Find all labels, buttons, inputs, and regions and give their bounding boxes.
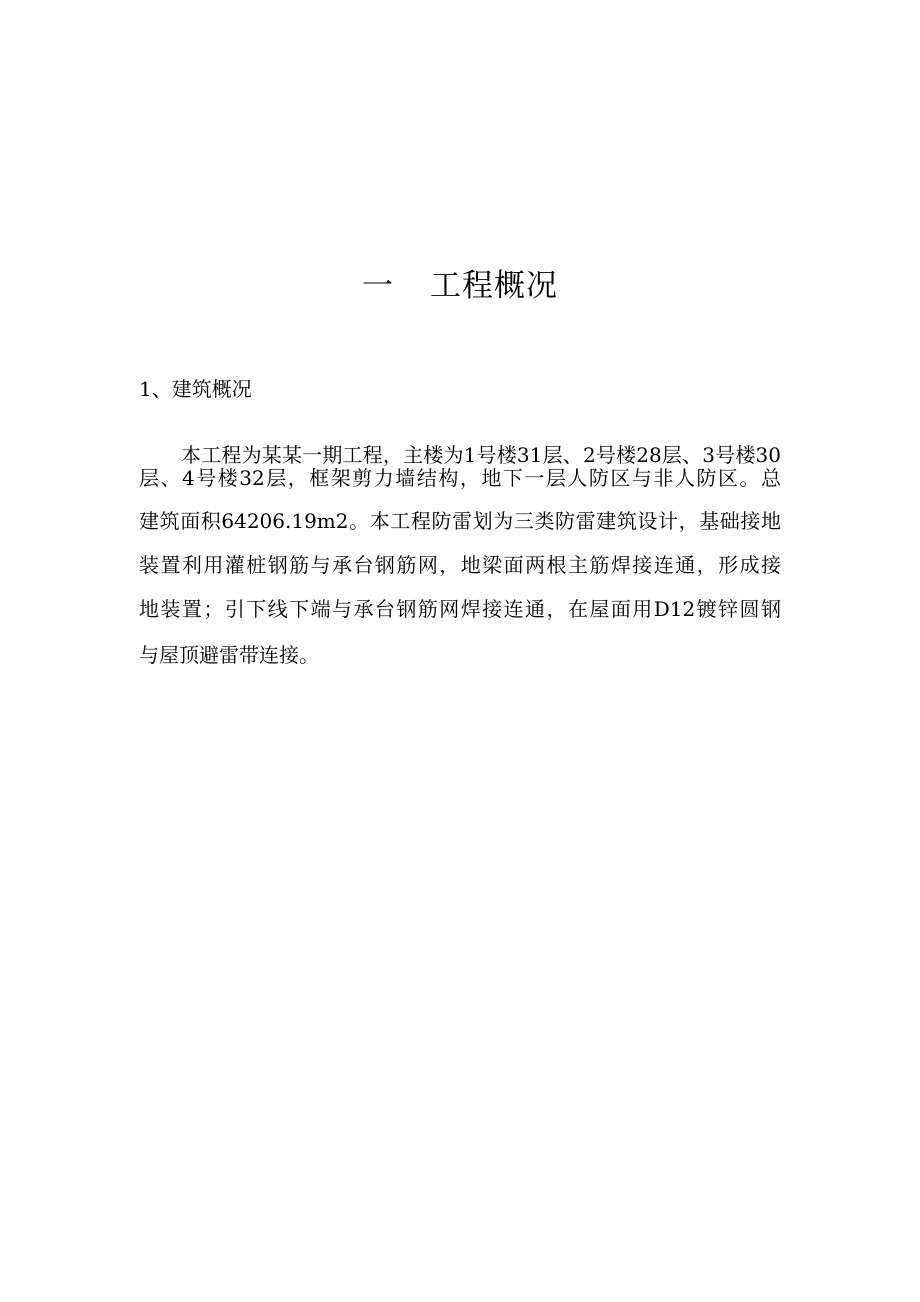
title-text: 工程概况 — [430, 268, 558, 304]
paragraph-line: 装置利用灌桩钢筋与承台钢筋网，地梁面两根主筋焊接连通，形成接 — [139, 553, 781, 577]
paragraph-line: 与屋顶避雷带连接。 — [139, 643, 319, 667]
paragraph-line: 层、4号楼32层，框架剪力墙结构，地下一层人防区与非人防区。总 — [139, 466, 781, 490]
paragraph-line: 地装置；引下线下端与承台钢筋网焊接连通，在屋面用D12镀锌圆钢 — [139, 597, 781, 621]
paragraph-line: 建筑面积64206.19m2。本工程防雷划为三类防雷建筑设计，基础接地 — [139, 509, 781, 533]
page-title — [0, 266, 920, 306]
section-heading: 1、建筑概况 — [139, 377, 252, 401]
paragraph-line: 本工程为某某一期工程，主楼为1号楼31层、2号楼28层、3号楼30 — [181, 443, 781, 467]
title-number: 一 — [362, 268, 394, 304]
